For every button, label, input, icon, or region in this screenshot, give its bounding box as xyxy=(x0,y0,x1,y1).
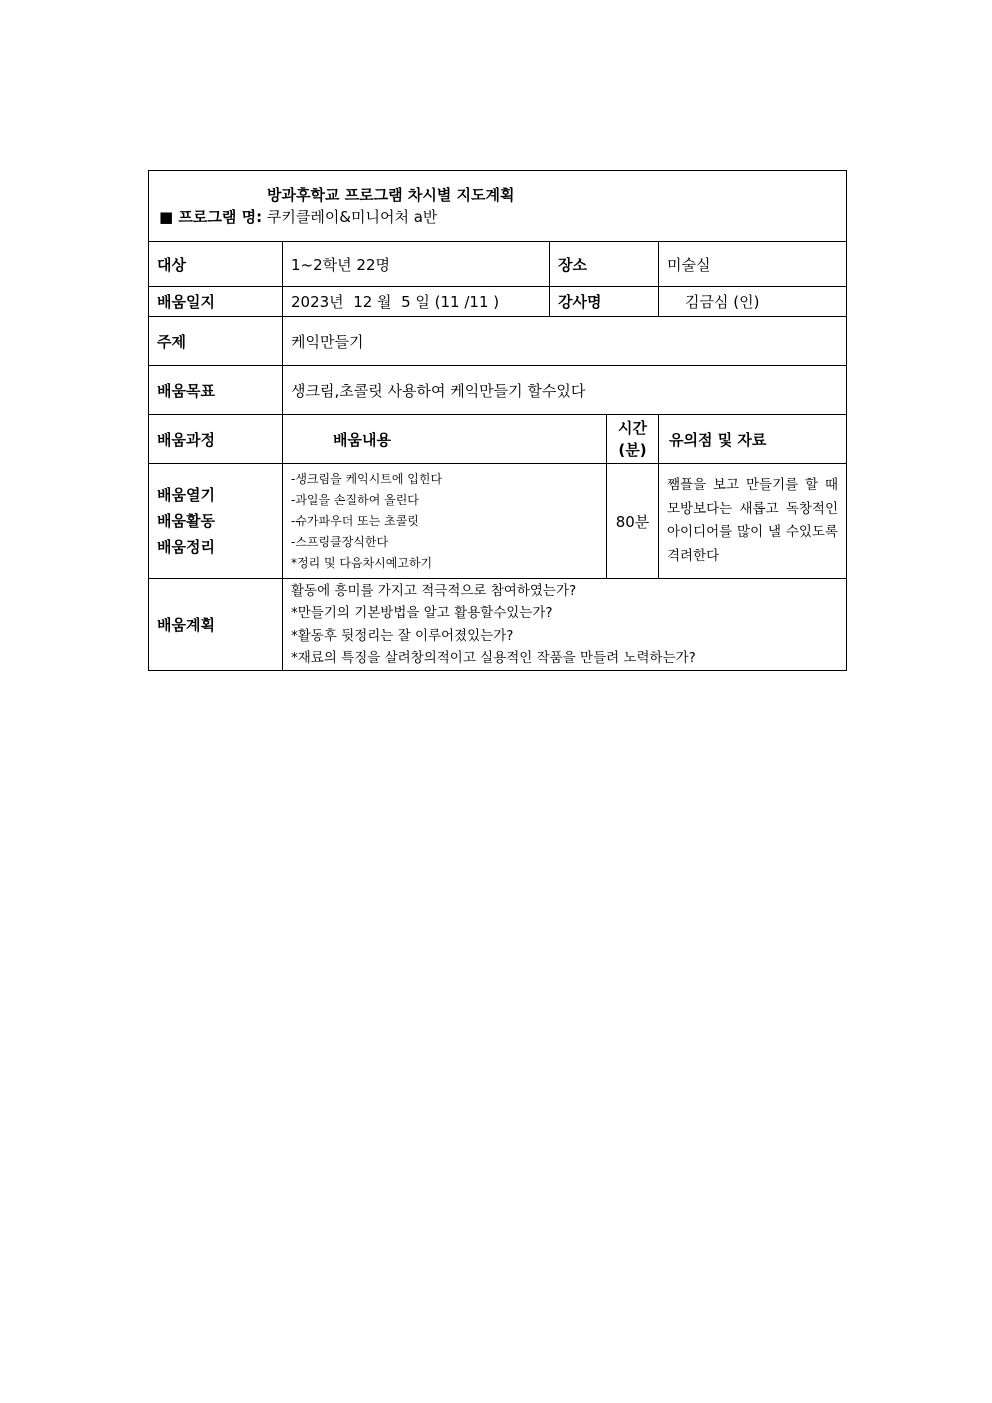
document-title: 방과후학교 프로그램 차시별 지도계획 xyxy=(267,186,515,204)
notes-column-header: 유의점 및 자료 xyxy=(659,415,847,464)
time-column-header xyxy=(607,415,659,464)
lesson-plan-table xyxy=(148,170,847,671)
time-header-line1: 시간 xyxy=(618,419,647,437)
topic-value: 케익만들기 xyxy=(283,317,847,366)
evaluation-label: 배움계획 xyxy=(149,579,283,671)
program-label: ■ 프로그램 명: xyxy=(159,208,263,226)
content-item: -슈가파우더 또는 초콜릿 xyxy=(291,513,419,528)
place-label: 장소 xyxy=(550,242,659,287)
content-cell xyxy=(283,464,607,579)
goal-row xyxy=(149,366,847,415)
content-item: -과일을 손질하여 올린다 xyxy=(291,492,419,507)
goal-label: 배움목표 xyxy=(149,366,283,415)
stage-activity: 배움활동 xyxy=(157,512,215,530)
process-body-row xyxy=(149,464,847,579)
time-header-line2: (분) xyxy=(618,441,647,459)
content-item: -생크림을 케익시트에 입힌다 xyxy=(291,471,443,486)
stage-closing: 배움정리 xyxy=(157,538,215,556)
process-stages-cell xyxy=(149,464,283,579)
header-row xyxy=(149,171,847,242)
notes-cell: 쨈플을 보고 만들기를 할 때 모방보다는 새롭고 독창적인 아이디어를 많이 낼 수있도록 격려한다 xyxy=(659,464,847,579)
evaluation-row xyxy=(149,579,847,671)
target-row xyxy=(149,242,847,287)
evaluation-cell xyxy=(283,579,847,671)
teacher-value: 김금심 (인) xyxy=(659,287,847,317)
target-label: 대상 xyxy=(149,242,283,287)
lesson-plan-document xyxy=(148,170,846,671)
process-column-header: 배움과정 xyxy=(149,415,283,464)
evaluation-item: *만들기의 기본방법을 알고 활용할수있는가? xyxy=(291,605,553,621)
stage-opening: 배움열기 xyxy=(157,486,215,504)
place-value: 미술실 xyxy=(659,242,847,287)
program-name: 쿠키클레이&미니어처 a반 xyxy=(266,208,438,226)
target-value: 1~2학년 22명 xyxy=(283,242,550,287)
process-header-row xyxy=(149,415,847,464)
goal-value: 생크림,초콜릿 사용하여 케익만들기 할수있다 xyxy=(283,366,847,415)
date-label: 배움일지 xyxy=(149,287,283,317)
topic-row xyxy=(149,317,847,366)
time-value: 80분 xyxy=(607,464,659,579)
date-value: 2023년 12 월 5 일 (11 /11 ) xyxy=(283,287,550,317)
program-line xyxy=(159,206,836,228)
date-row xyxy=(149,287,847,317)
topic-label: 주제 xyxy=(149,317,283,366)
content-item: *정리 및 다음차시예고하기 xyxy=(291,555,433,570)
teacher-label: 강사명 xyxy=(550,287,659,317)
content-column-header: 배움내용 xyxy=(283,415,607,464)
header-cell xyxy=(149,171,847,242)
evaluation-item: *재료의 특징을 살려창의적이고 실용적인 작품을 만들려 노력하는가? xyxy=(291,650,696,666)
evaluation-item: *활동후 뒷정리는 잘 이루어졌있는가? xyxy=(291,627,514,644)
evaluation-item: 활동에 흥미를 가지고 적극적으로 참여하였는가? xyxy=(291,582,577,599)
content-item: -스프링클장식한다 xyxy=(291,534,389,549)
